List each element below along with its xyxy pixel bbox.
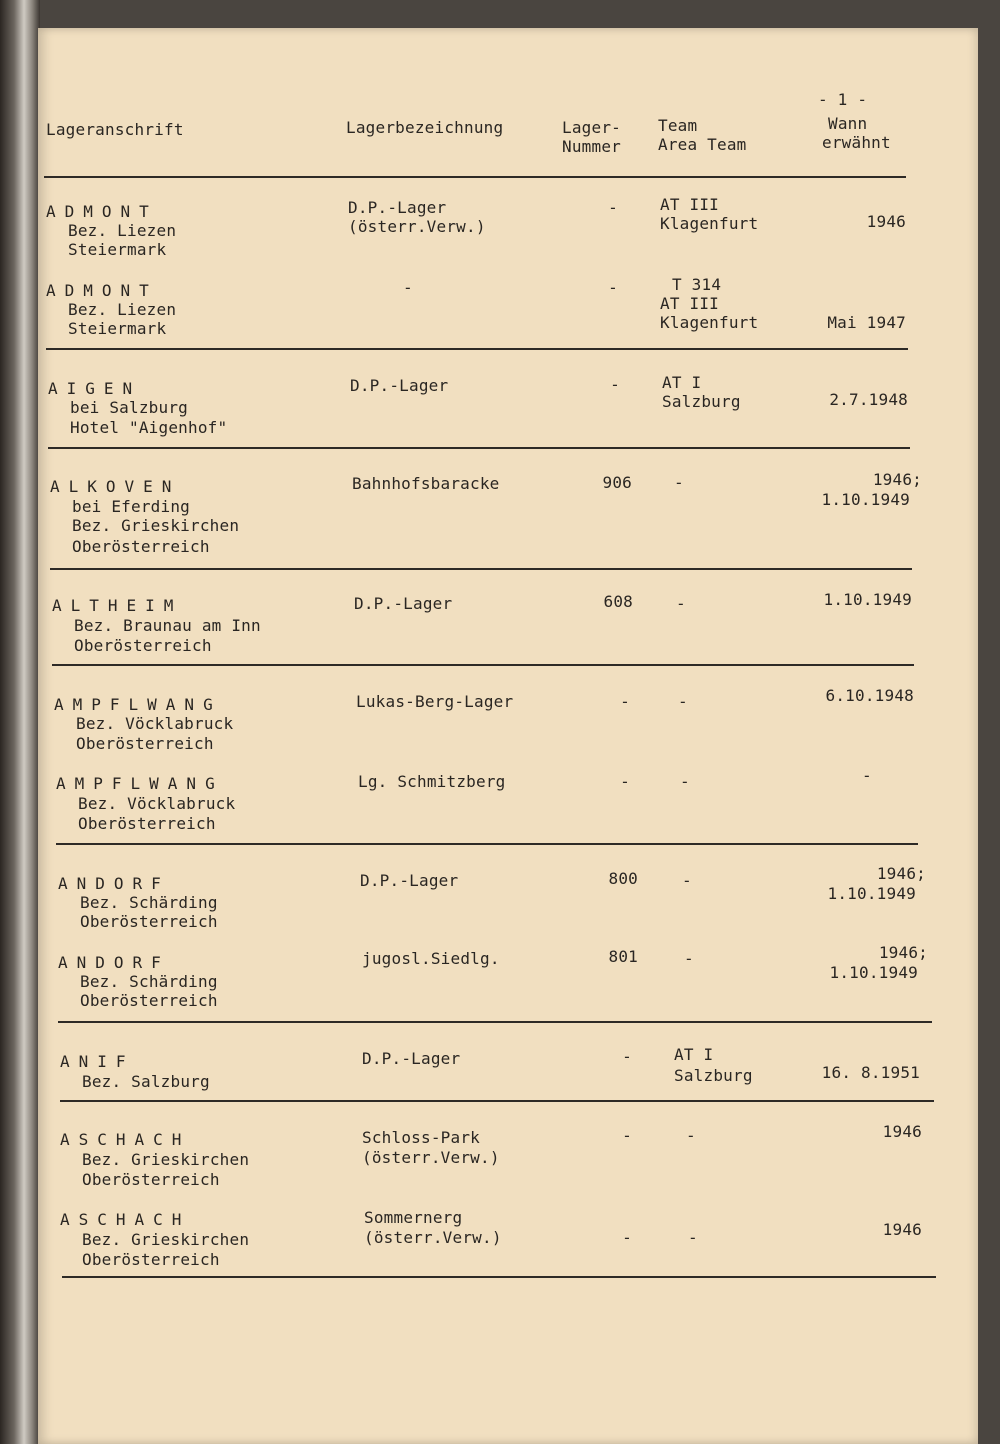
- camp-number: 800: [608, 869, 638, 888]
- team: Klagenfurt: [660, 214, 759, 233]
- address-line: Bez. Schärding: [80, 893, 218, 912]
- place-name: ASCHACH: [60, 1130, 191, 1149]
- date-mentioned: 1.10.1949: [821, 490, 910, 509]
- team: -: [678, 692, 688, 711]
- camp-designation: Lg. Schmitzberg: [358, 772, 506, 791]
- address-line: Bez. Grieskirchen: [82, 1230, 250, 1249]
- place-name: ALTHEIM: [52, 596, 183, 615]
- date-mentioned: 1946;: [878, 943, 928, 962]
- team: Salzburg: [662, 392, 741, 411]
- camp-number: -: [608, 278, 618, 297]
- place-name: AMPFLWANG: [54, 695, 222, 714]
- team: -: [688, 1228, 698, 1247]
- team: -: [680, 772, 690, 791]
- date-mentioned: 1946: [882, 1122, 922, 1141]
- address-line: Oberösterreich: [76, 734, 214, 753]
- team: -: [676, 594, 686, 613]
- camp-designation: Bahnhofsbaracke: [352, 474, 500, 493]
- camp-number: -: [622, 1047, 632, 1066]
- date-mentioned: 1946: [866, 212, 906, 231]
- row-divider: [50, 568, 912, 570]
- row-divider: [58, 1021, 932, 1023]
- address-line: bei Salzburg: [70, 398, 188, 417]
- date-mentioned: 6.10.1948: [825, 686, 914, 705]
- camp-designation: Sommernerg: [364, 1208, 463, 1227]
- address-line: Bez. Grieskirchen: [72, 516, 240, 535]
- binder-edge: [0, 0, 40, 1444]
- place-name: ADMONT: [46, 202, 158, 221]
- row-divider: [62, 1276, 936, 1278]
- date-mentioned: 1.10.1949: [827, 884, 916, 903]
- place-name: AMPFLWANG: [56, 774, 224, 793]
- date-mentioned: 1946;: [876, 864, 926, 883]
- row-divider: [46, 348, 908, 350]
- camp-designation: Schloss-Park: [362, 1128, 480, 1147]
- team: -: [682, 871, 692, 890]
- address-line: Oberösterreich: [80, 912, 218, 931]
- camp-number: -: [608, 198, 618, 217]
- header-bezeichnung: Lagerbezeichnung: [346, 118, 504, 137]
- row-divider: [60, 1100, 934, 1102]
- camp-designation: D.P.-Lager: [350, 376, 449, 395]
- row-divider: [52, 664, 914, 666]
- address-line: Bez. Grieskirchen: [82, 1150, 250, 1169]
- address-line: Bez. Salzburg: [82, 1072, 210, 1091]
- camp-number: -: [610, 375, 620, 394]
- place-name: ANDORF: [58, 874, 170, 893]
- address-line: Steiermark: [68, 240, 167, 259]
- team: T 314: [672, 275, 722, 294]
- team: Salzburg: [674, 1066, 753, 1085]
- date-mentioned: 1946: [882, 1220, 922, 1239]
- address-line: Hotel "Aigenhof": [70, 418, 228, 437]
- address-line: bei Eferding: [72, 497, 190, 516]
- address-line: Steiermark: [68, 319, 167, 338]
- camp-number: 801: [608, 947, 638, 966]
- camp-designation: D.P.-Lager: [362, 1049, 461, 1068]
- page-number: - 1 -: [818, 90, 868, 109]
- place-name: ADMONT: [46, 281, 158, 300]
- header-wann-2: erwähnt: [822, 133, 891, 152]
- header-anschrift: Lageranschrift: [46, 120, 184, 139]
- address-line: Bez. Schärding: [80, 972, 218, 991]
- camp-number: 608: [603, 592, 633, 611]
- header-wann-1: Wann: [828, 114, 868, 133]
- camp-number: 906: [602, 473, 632, 492]
- date-mentioned: Mai 1947: [827, 313, 906, 332]
- team: -: [684, 949, 694, 968]
- date-mentioned: 1.10.1949: [823, 590, 912, 609]
- document-page: [38, 28, 978, 1444]
- date-mentioned: -: [862, 766, 872, 785]
- date-mentioned: 1946;: [872, 470, 922, 489]
- date-mentioned: 16. 8.1951: [821, 1063, 920, 1082]
- team: AT I: [674, 1045, 714, 1064]
- address-line: Bez. Vöcklabruck: [76, 714, 234, 733]
- camp-designation: D.P.-Lager: [348, 198, 447, 217]
- address-line: Oberösterreich: [82, 1170, 220, 1189]
- camp-designation: Lukas-Berg-Lager: [356, 692, 514, 711]
- camp-designation: (österr.Verw.): [348, 217, 486, 236]
- date-mentioned: 2.7.1948: [829, 390, 908, 409]
- camp-number: -: [620, 772, 630, 791]
- camp-designation: jugosl.Siedlg.: [362, 949, 500, 968]
- place-name: ANDORF: [58, 953, 170, 972]
- header-nummer-2: Nummer: [562, 137, 621, 156]
- header-team-1: Team: [658, 116, 698, 135]
- place-name: ANIF: [60, 1052, 135, 1071]
- camp-designation: D.P.-Lager: [360, 871, 459, 890]
- address-line: Bez. Braunau am Inn: [74, 616, 261, 635]
- row-divider: [48, 447, 910, 449]
- address-line: Bez. Liezen: [68, 221, 177, 240]
- camp-number: -: [622, 1228, 632, 1247]
- header-rule: [44, 176, 906, 178]
- team: Klagenfurt: [660, 313, 759, 332]
- address-line: Oberösterreich: [82, 1250, 220, 1269]
- address-line: Oberösterreich: [78, 814, 216, 833]
- place-name: ASCHACH: [60, 1210, 191, 1229]
- camp-designation: -: [403, 278, 413, 297]
- team: AT III: [660, 294, 719, 313]
- address-line: Oberösterreich: [74, 636, 212, 655]
- camp-designation: (österr.Verw.): [362, 1148, 500, 1167]
- camp-designation: (österr.Verw.): [364, 1228, 502, 1247]
- camp-designation: D.P.-Lager: [354, 594, 453, 613]
- address-line: Bez. Vöcklabruck: [78, 794, 236, 813]
- address-line: Oberösterreich: [72, 537, 210, 556]
- camp-number: -: [620, 692, 630, 711]
- header-team-2: Area Team: [658, 135, 747, 154]
- team: AT III: [660, 195, 719, 214]
- address-line: Oberösterreich: [80, 991, 218, 1010]
- team: -: [674, 473, 684, 492]
- row-divider: [56, 843, 918, 845]
- address-line: Bez. Liezen: [68, 300, 177, 319]
- header-nummer-1: Lager-: [562, 118, 621, 137]
- camp-number: -: [622, 1126, 632, 1145]
- place-name: AIGEN: [48, 379, 142, 398]
- place-name: ALKOVEN: [50, 477, 181, 496]
- team: AT I: [662, 373, 702, 392]
- team: -: [686, 1126, 696, 1145]
- date-mentioned: 1.10.1949: [829, 963, 918, 982]
